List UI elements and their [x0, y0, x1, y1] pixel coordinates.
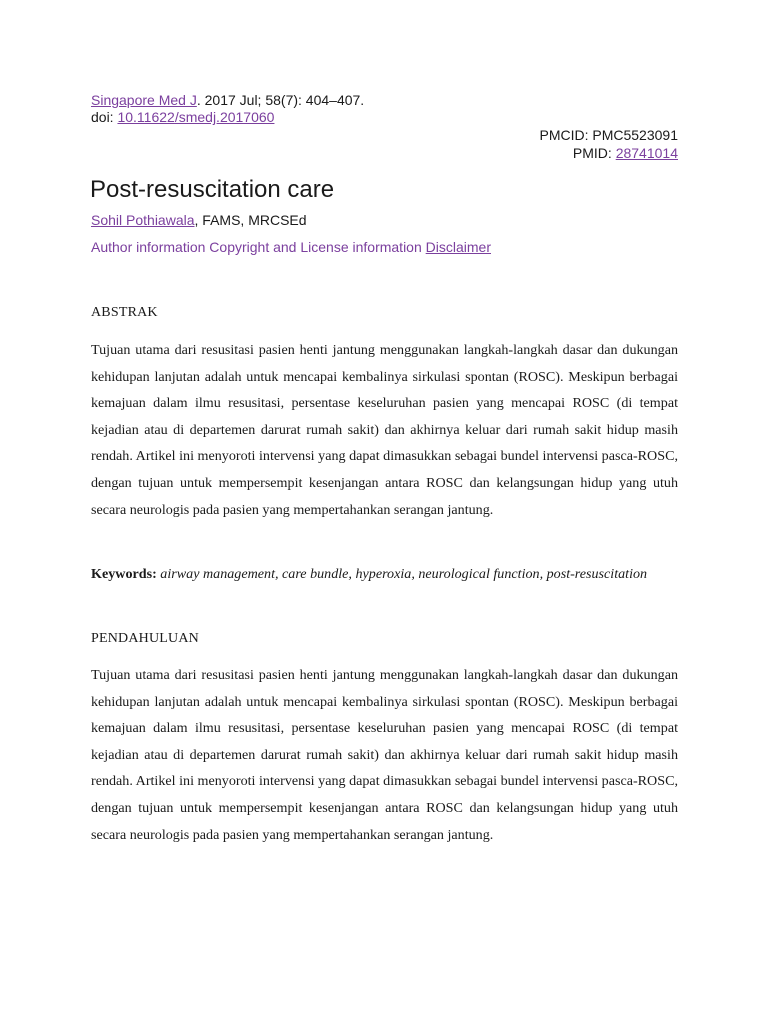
- citation-line: [91, 92, 364, 109]
- doi-line: [91, 109, 364, 126]
- abstract-heading: ABSTRAK: [91, 305, 158, 320]
- keywords-list: airway management, care bundle, hyperoxia, neurological function, post-resuscitation: [160, 566, 648, 582]
- author-credentials: , FAMS, MRCSEd: [194, 212, 307, 228]
- pmcid-label: PMCID:: [539, 127, 593, 143]
- article-ids: [539, 126, 678, 162]
- article-title: Post-resuscitation care: [90, 176, 335, 203]
- article-info-links: [91, 238, 491, 256]
- pmid-link[interactable]: 28741014: [615, 145, 678, 161]
- author-line: [91, 211, 307, 229]
- citation-details: . 2017 Jul; 58(7): 404–407.: [196, 92, 365, 108]
- pmcid-line: [539, 126, 678, 144]
- pmid-line: [539, 144, 678, 162]
- pmid-label: PMID:: [572, 145, 616, 161]
- doi-link[interactable]: 10.11622/smedj.2017060: [117, 109, 275, 125]
- introduction-paragraph: Tujuan utama dari resusitasi pasien henti jantung menggunakan langkah-langkah dasar dan dukungan kehidupan lanjutan adalah untuk mencapai kembalinya sirkulasi spontan (ROSC). Meskipun berbagai kemajuan dalam ilmu resusitasi, persentase keseluruhan pasien yang mencapai ROSC (di tempat kejadian atau di departemen darurat rumah sakit) dan akhirnya keluar dari rumah sakit hidup masih rendah. Artikel ini menyoroti intervensi yang dapat dimasukkan sebagai bundel intervensi pasca-ROSC, dengan tujuan untuk mempersempit kesenjangan antara ROSC dan kelangsungan hidup yang utuh secara neurologis pada pasien yang mempertahankan serangan jantung.: [91, 667, 678, 843]
- keywords-line: [91, 561, 678, 588]
- introduction-heading: PENDAHULUAN: [91, 631, 199, 646]
- keywords-label: Keywords:: [91, 566, 157, 582]
- author-information-toggle[interactable]: Author information: [91, 239, 206, 255]
- author-link[interactable]: Sohil Pothiawala: [91, 212, 195, 228]
- disclaimer-link[interactable]: Disclaimer: [425, 239, 491, 255]
- abstract-paragraph: Tujuan utama dari resusitasi pasien henti jantung menggunakan langkah-langkah dasar dan dukungan kehidupan lanjutan adalah untuk mencapai kembalinya sirkulasi spontan (ROSC). Meskipun berbagai kemajuan dalam ilmu resusitasi, persentase keseluruhan pasien yang mencapai ROSC (di tempat kejadian atau di departemen darurat rumah sakit) dan akhirnya keluar dari rumah sakit hidup masih rendah. Artikel ini menyoroti intervensi yang dapat dimasukkan sebagai bundel intervensi pasca-ROSC, dengan tujuan untuk mempersempit kesenjangan antara ROSC dan kelangsungan hidup yang utuh secara neurologis pada pasien yang mempertahankan serangan jantung.: [91, 342, 678, 518]
- pmcid-value: PMC5523091: [592, 127, 678, 143]
- doi-label: doi:: [91, 109, 118, 125]
- citation-block: [91, 92, 364, 126]
- copyright-license-toggle[interactable]: Copyright and License information: [209, 239, 422, 255]
- journal-link[interactable]: Singapore Med J: [91, 92, 197, 108]
